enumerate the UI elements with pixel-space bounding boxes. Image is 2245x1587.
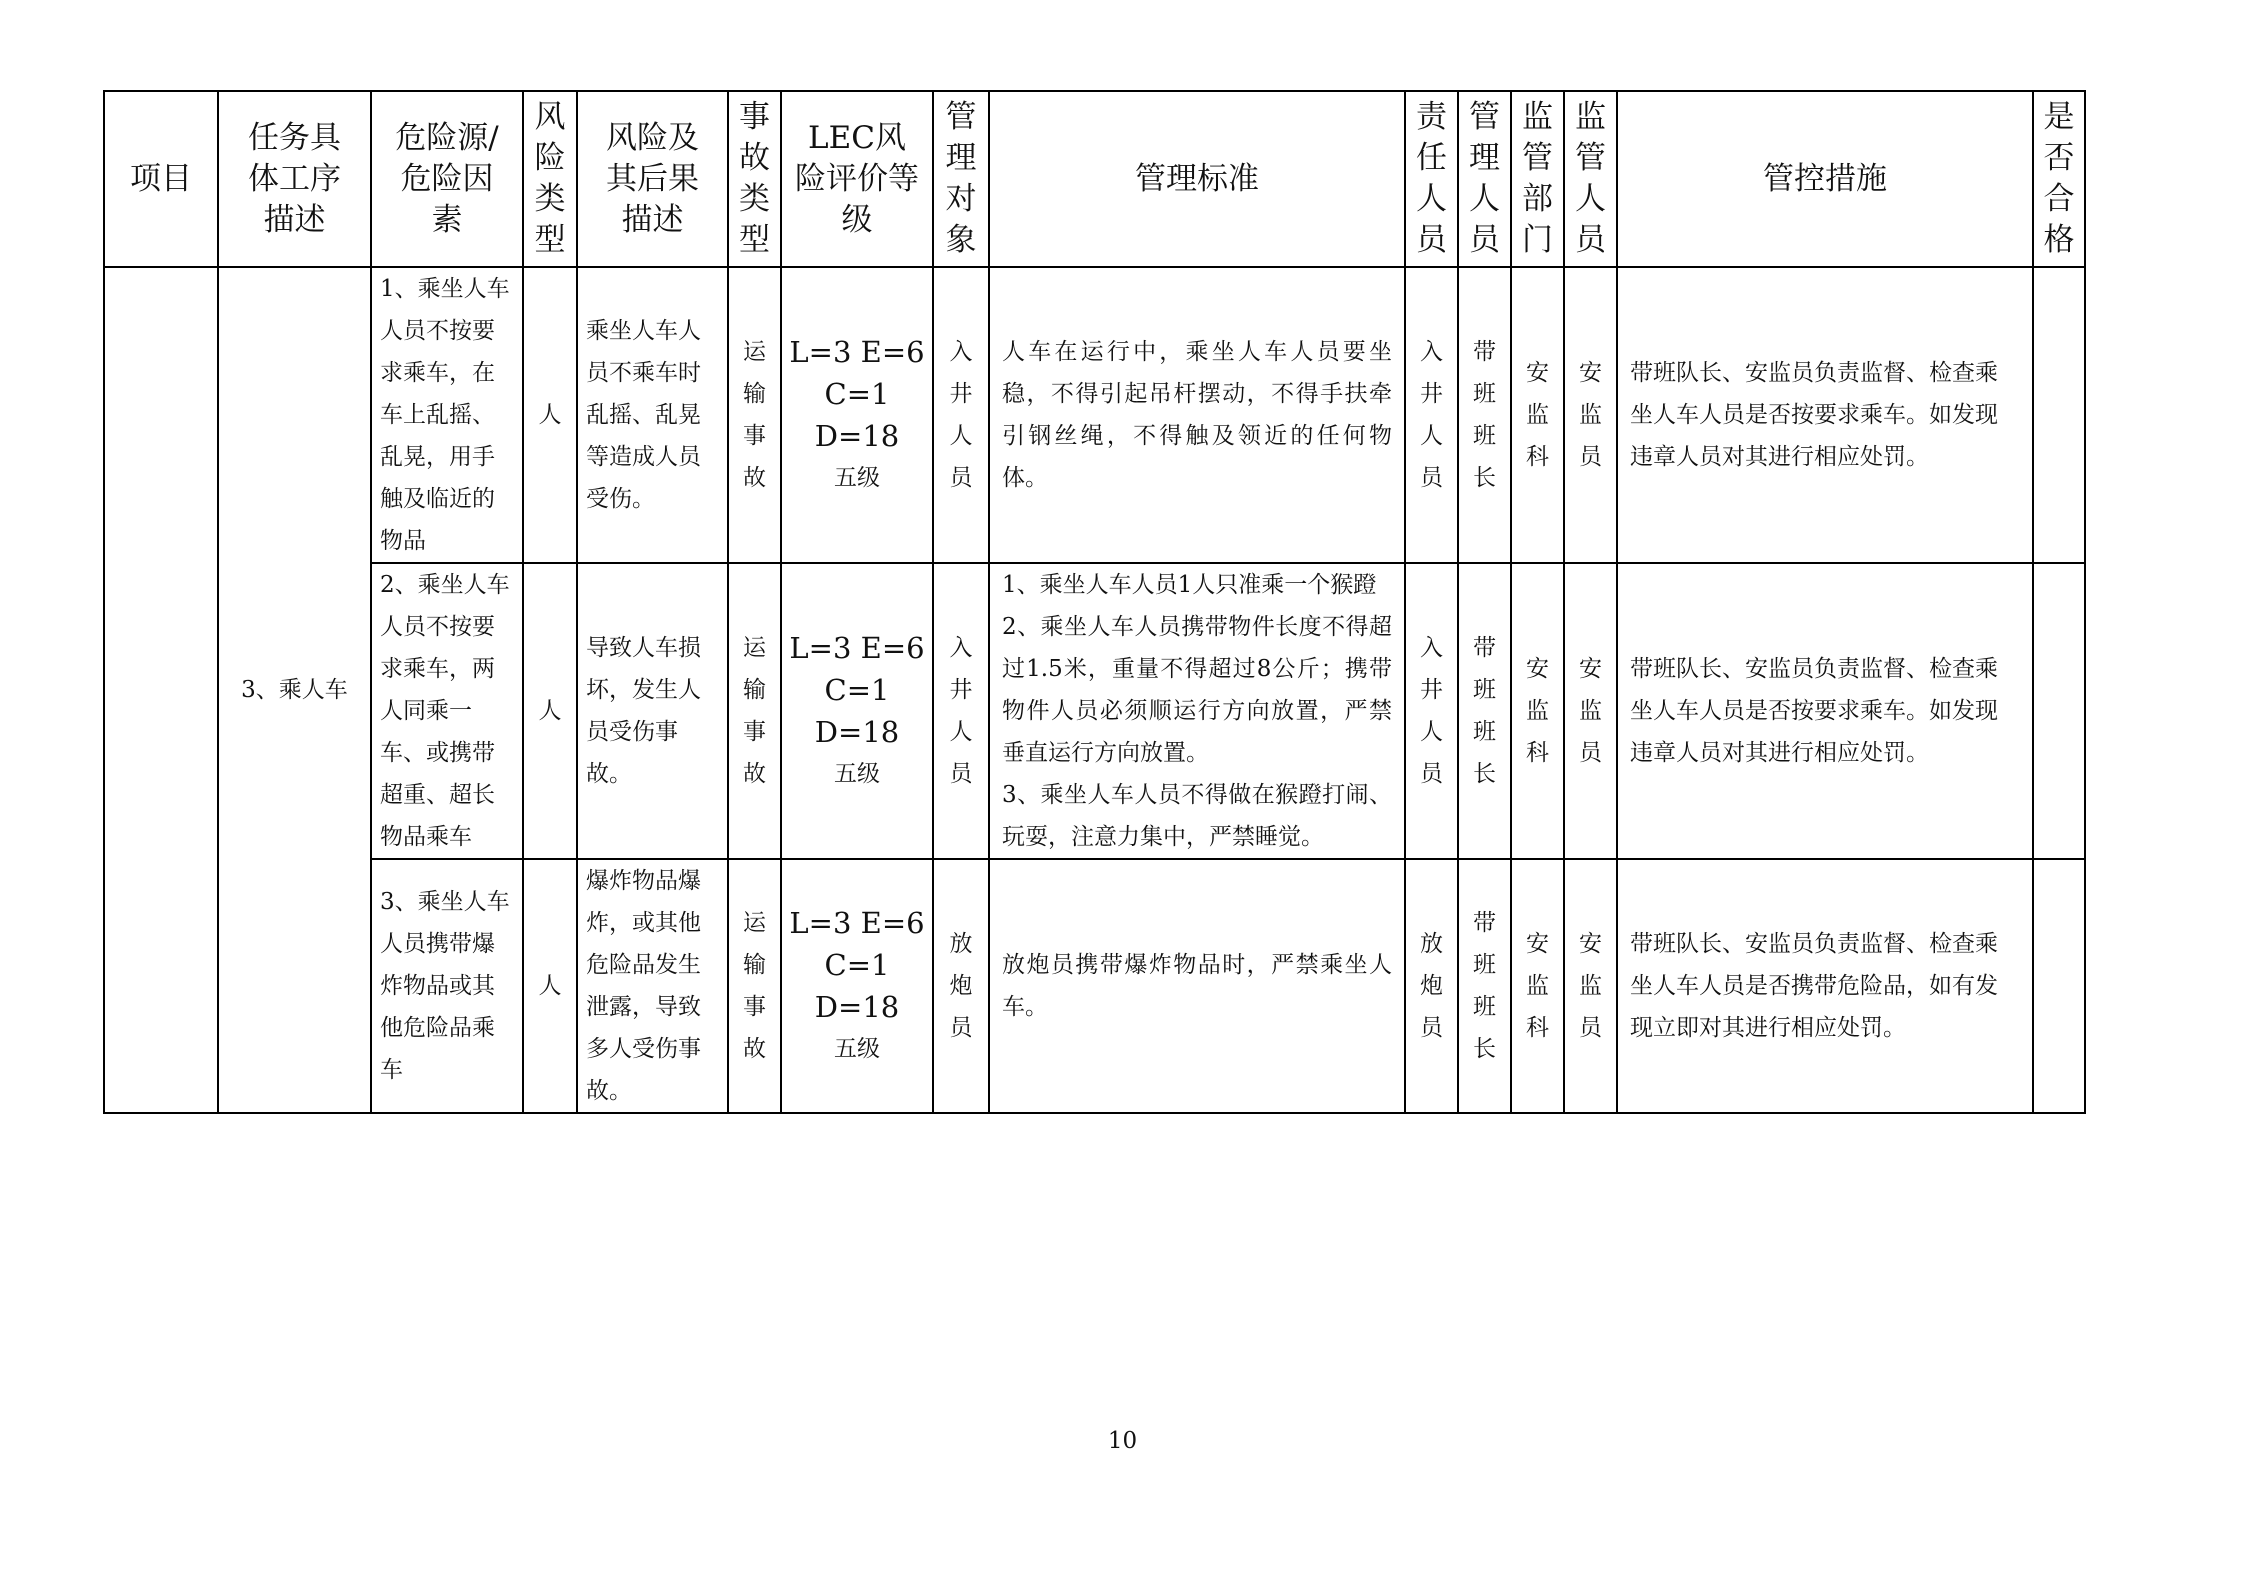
header-lec: LEC风险评价等级 bbox=[781, 91, 933, 267]
standard-cell: 人车在运行中，乘坐人车人员要坐稳，不得引起吊杆摆动，不得手扶牵引钢丝绳，不得触及领近的任何物体。 bbox=[989, 267, 1405, 563]
lec-grade: 五级 bbox=[834, 761, 880, 787]
page-number: 10 bbox=[1107, 1428, 1138, 1454]
target-cell: 入井人员 bbox=[933, 563, 989, 859]
lec-le: L=3 E=6 bbox=[789, 906, 925, 940]
header-risk-type: 风险类型 bbox=[523, 91, 577, 267]
accident-type-cell: 运输事故 bbox=[728, 267, 781, 563]
header-manager: 管理人员 bbox=[1458, 91, 1511, 267]
header-row bbox=[104, 91, 2085, 267]
qualified-cell[interactable] bbox=[2033, 267, 2085, 563]
manager-cell: 带班班长 bbox=[1458, 267, 1511, 563]
target-cell: 放炮员 bbox=[933, 859, 989, 1113]
header-target: 管理对象 bbox=[933, 91, 989, 267]
header-project: 项目 bbox=[104, 91, 218, 267]
header-supervisor: 监管人员 bbox=[1564, 91, 1617, 267]
task-cell bbox=[218, 267, 371, 1113]
supervisor-cell: 安监员 bbox=[1564, 859, 1617, 1113]
table-row bbox=[104, 267, 2085, 563]
standard-cell: 1、乘坐人车人员1人只准乘一个猴蹬 2、乘坐人车人员携带物件长度不得超过1.5米，重量不得超过8公斤；携带物件人员必须顺运行方向放置，严禁垂直运行方向放置。 3、乘坐人车人员不得做在猴蹬打闹、玩耍，注意力集中，严禁睡觉。 bbox=[989, 563, 1405, 859]
header-qualified: 是否合格 bbox=[2033, 91, 2085, 267]
risk-type-cell: 人 bbox=[523, 267, 577, 563]
header-accident-type: 事故类型 bbox=[728, 91, 781, 267]
responsible-cell: 入井人员 bbox=[1405, 563, 1458, 859]
measures-cell: 带班队长、安监员负责监督、检查乘坐人车人员是否按要求乘车。如发现违章人员对其进行相应处罚。 bbox=[1617, 267, 2033, 563]
consequence-cell: 爆炸物品爆炸，或其他危险品发生泄露，导致多人受伤事故。 bbox=[577, 859, 728, 1113]
qualified-cell[interactable] bbox=[2033, 859, 2085, 1113]
manager-cell: 带班班长 bbox=[1458, 859, 1511, 1113]
responsible-cell: 入井人员 bbox=[1405, 267, 1458, 563]
header-hazard: 危险源/危险因素 bbox=[371, 91, 523, 267]
lec-cd: C=1 D=18 bbox=[814, 377, 900, 453]
risk-type-cell: 人 bbox=[523, 859, 577, 1113]
task-label: 3、乘人车 bbox=[241, 677, 348, 703]
lec-le: L=3 E=6 bbox=[789, 335, 925, 369]
dept-cell: 安监科 bbox=[1511, 859, 1564, 1113]
header-measures: 管控措施 bbox=[1617, 91, 2033, 267]
header-task: 任务具体工序描述 bbox=[218, 91, 371, 267]
responsible-cell: 放炮员 bbox=[1405, 859, 1458, 1113]
risk-control-table bbox=[103, 90, 2086, 1114]
supervisor-cell: 安监员 bbox=[1564, 563, 1617, 859]
consequence-cell: 乘坐人车人员不乘车时乱摇、乱晃等造成人员受伤。 bbox=[577, 267, 728, 563]
hazard-cell: 2、乘坐人车人员不按要求乘车，两人同乘一车、或携带超重、超长物品乘车 bbox=[371, 563, 523, 859]
header-consequence: 风险及其后果描述 bbox=[577, 91, 728, 267]
lec-grade: 五级 bbox=[834, 465, 880, 491]
header-standard: 管理标准 bbox=[989, 91, 1405, 267]
lec-cell bbox=[781, 563, 933, 859]
accident-type-cell: 运输事故 bbox=[728, 563, 781, 859]
header-dept: 监管部门 bbox=[1511, 91, 1564, 267]
risk-type-cell: 人 bbox=[523, 563, 577, 859]
measures-cell: 带班队长、安监员负责监督、检查乘坐人车人员是否按要求乘车。如发现违章人员对其进行相应处罚。 bbox=[1617, 563, 2033, 859]
table-row bbox=[104, 859, 2085, 1113]
supervisor-cell: 安监员 bbox=[1564, 267, 1617, 563]
lec-le: L=3 E=6 bbox=[789, 631, 925, 665]
lec-cd: C=1 D=18 bbox=[814, 673, 900, 749]
dept-cell: 安监科 bbox=[1511, 267, 1564, 563]
measures-cell: 带班队长、安监员负责监督、检查乘坐人车人员是否携带危险品，如有发现立即对其进行相应处罚。 bbox=[1617, 859, 2033, 1113]
hazard-cell: 1、乘坐人车人员不按要求乘车，在车上乱摇、乱晃，用手触及临近的物品 bbox=[371, 267, 523, 563]
lec-cell bbox=[781, 267, 933, 563]
lec-cd: C=1 D=18 bbox=[814, 948, 900, 1024]
accident-type-cell: 运输事故 bbox=[728, 859, 781, 1113]
project-cell bbox=[104, 267, 218, 1113]
manager-cell: 带班班长 bbox=[1458, 563, 1511, 859]
table-row bbox=[104, 563, 2085, 859]
qualified-cell[interactable] bbox=[2033, 563, 2085, 859]
standard-cell: 放炮员携带爆炸物品时，严禁乘坐人车。 bbox=[989, 859, 1405, 1113]
consequence-cell: 导致人车损坏，发生人员受伤事故。 bbox=[577, 563, 728, 859]
lec-cell bbox=[781, 859, 933, 1113]
hazard-cell: 3、乘坐人车人员携带爆炸物品或其他危险品乘车 bbox=[371, 859, 523, 1113]
lec-grade: 五级 bbox=[834, 1036, 880, 1062]
target-cell: 入井人员 bbox=[933, 267, 989, 563]
header-responsible: 责任人员 bbox=[1405, 91, 1458, 267]
dept-cell: 安监科 bbox=[1511, 563, 1564, 859]
